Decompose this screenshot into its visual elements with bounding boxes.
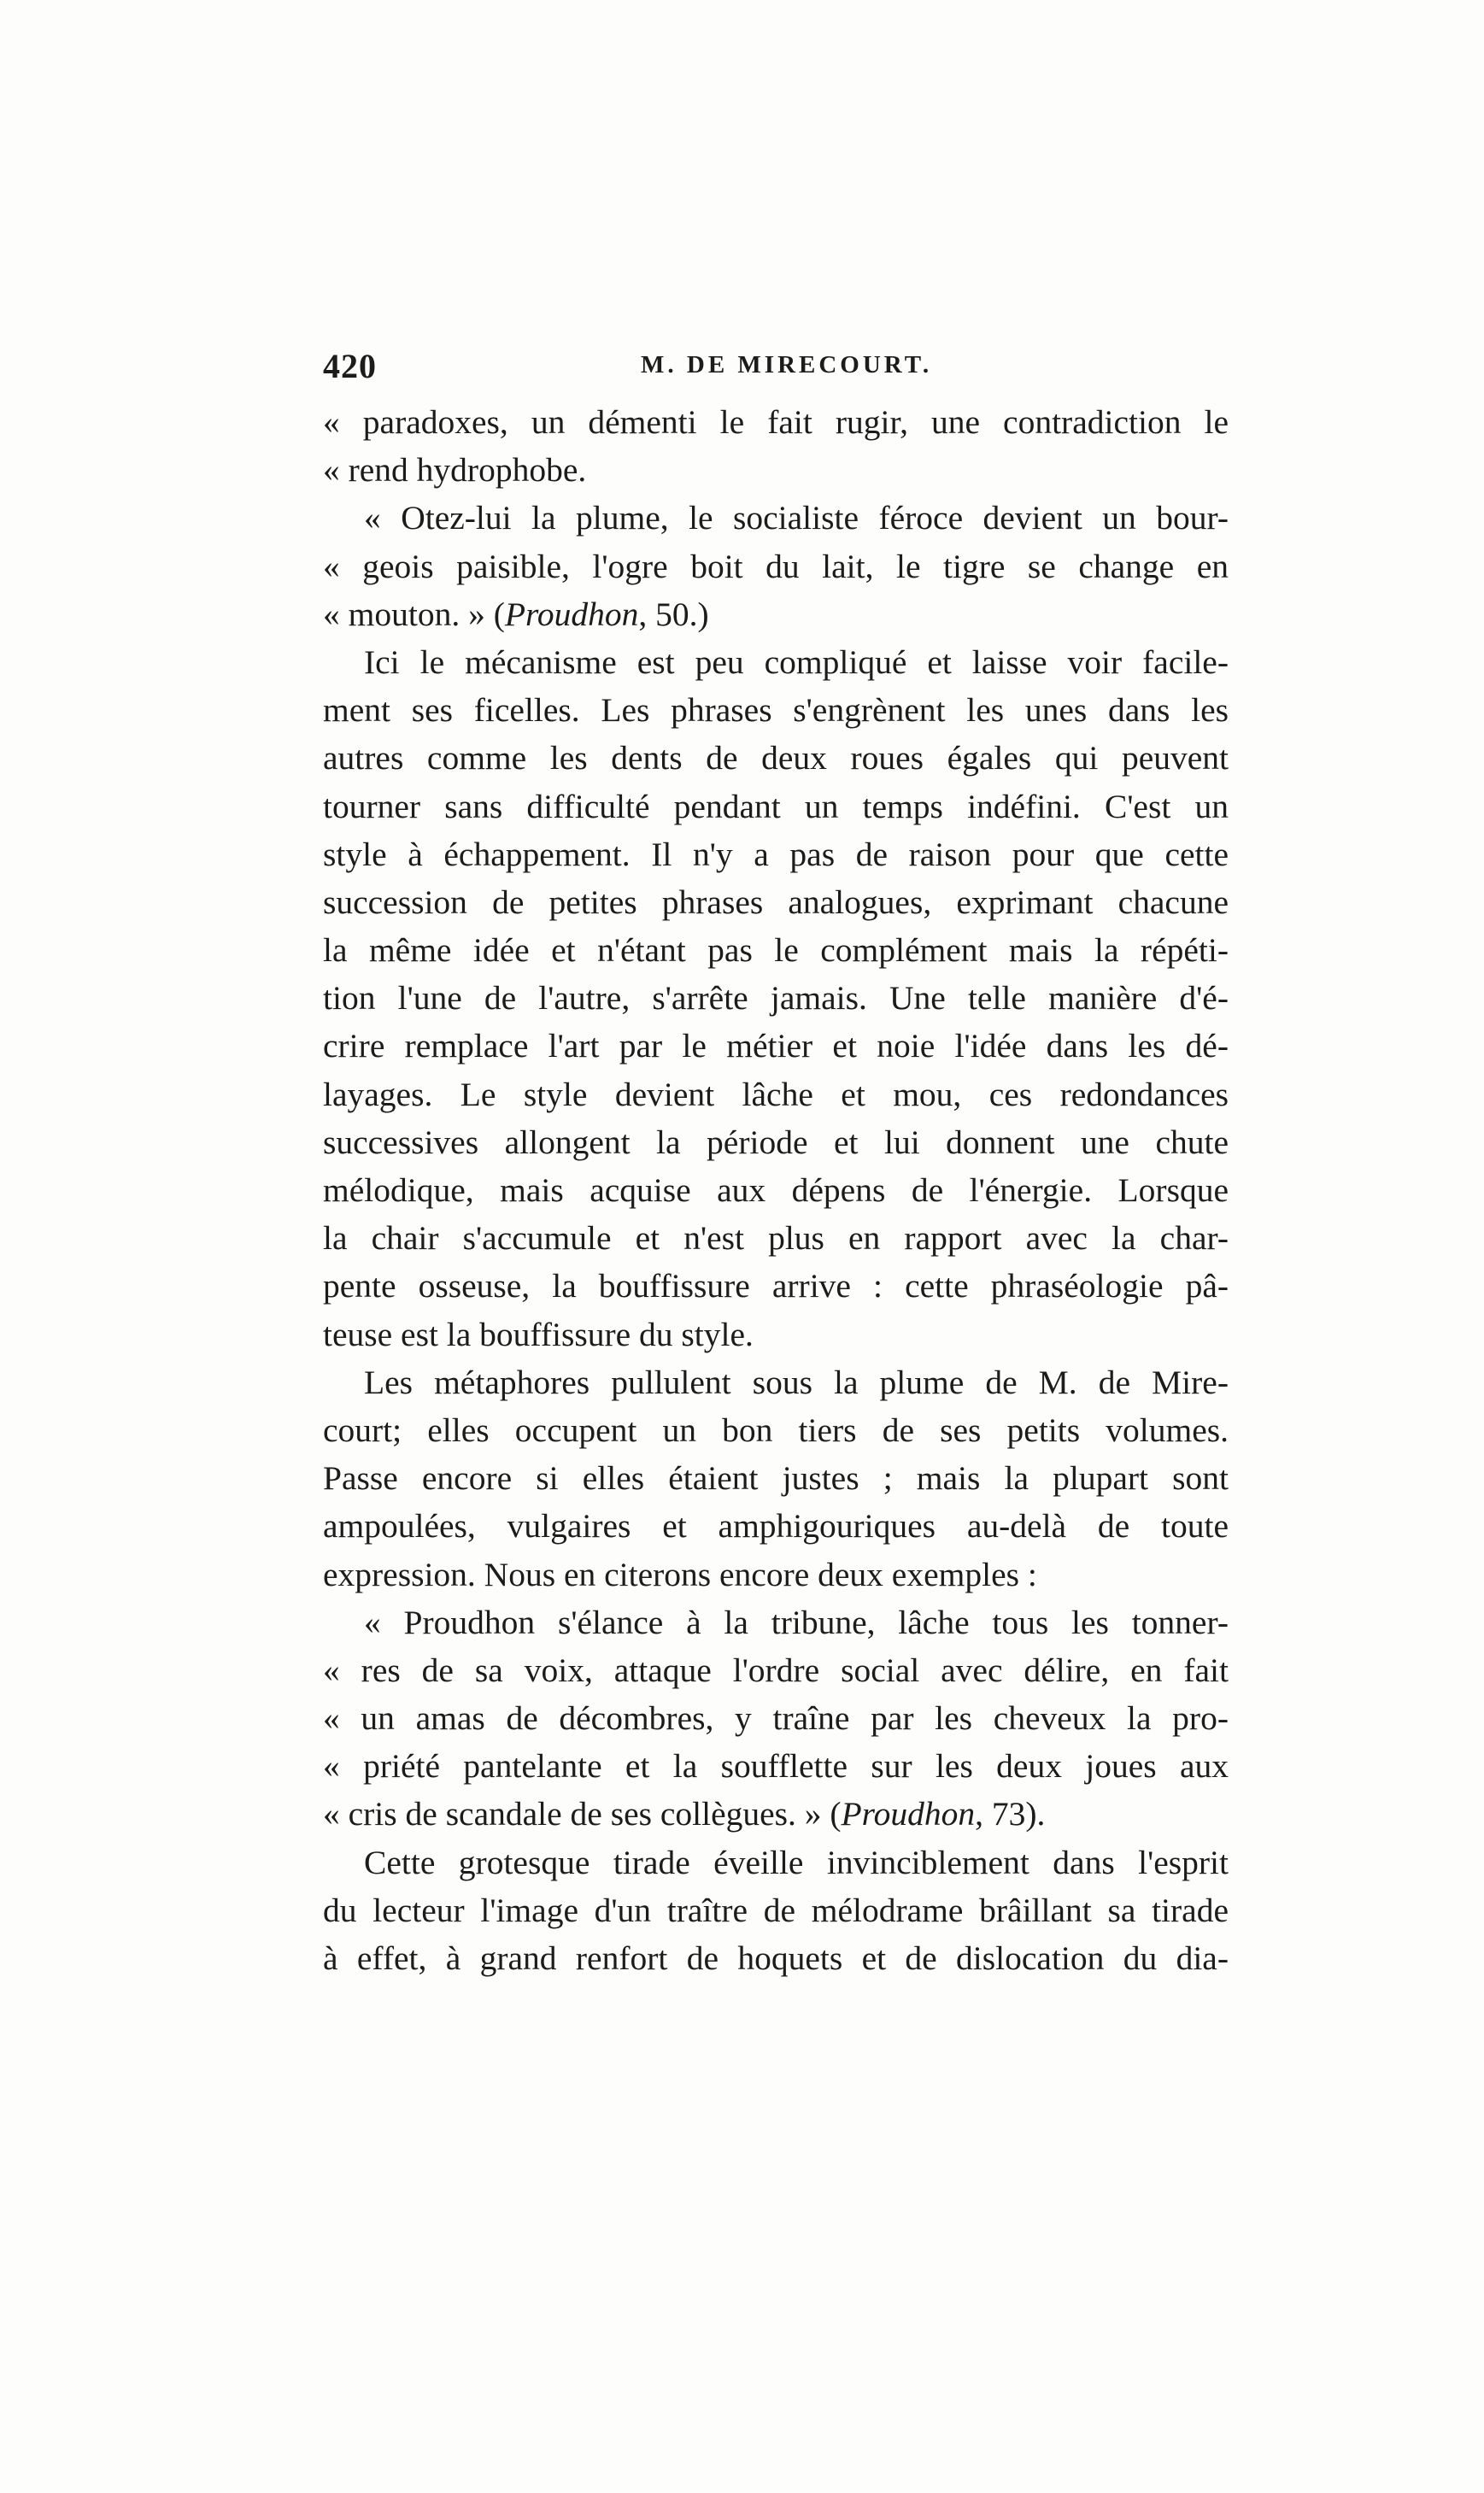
text-line: style à échappement. Il n'y a pas de raison pour que cette xyxy=(323,835,1229,873)
text-line: la chair s'accumule et n'est plus en rapport avec la char- xyxy=(323,1219,1229,1258)
text-line: « priété pantelante et la soufflette sur les deux joues aux xyxy=(323,1747,1229,1786)
text-line: tourner sans difficulté pendant un temps indéfini. C'est un xyxy=(323,787,1229,825)
text-line: à effet, à grand renfort de hoquets et de dislocation du dia- xyxy=(323,1939,1229,1977)
text-line: Cette grotesque tirade éveille invinciblement dans l'esprit xyxy=(364,1843,1229,1881)
text-line: layages. Le style devient lâche et mou, ces redondances xyxy=(323,1075,1229,1113)
running-title: M. DE MIRECOURT. xyxy=(641,351,933,378)
text-line: pente osseuse, la bouffissure arrive : cette phraséologie pâ- xyxy=(323,1267,1229,1305)
text-line: « geois paisible, l'ogre boit du lait, le tigre se change en xyxy=(323,547,1229,585)
text-line: autres comme les dents de deux roues égales qui peuvent xyxy=(323,739,1229,777)
text-line: tion l'une de l'autre, s'arrête jamais. Une telle manière d'é- xyxy=(323,979,1229,1018)
text-line: succession de petites phrases analogues, exprimant chacune xyxy=(323,883,1229,921)
text-line: du lecteur l'image d'un traître de mélodrame brâillant sa tirade xyxy=(323,1891,1229,1929)
text-line: « un amas de décombres, y traîne par les cheveux la pro- xyxy=(323,1699,1229,1738)
text-line: successives allongent la période et lui donnent une chute xyxy=(323,1123,1229,1161)
text-line: mélodique, mais acquise aux dépens de l'énergie. Lorsque xyxy=(323,1171,1229,1209)
text-line: « cris de scandale de ses collègues. » (Proudhon, 73). xyxy=(323,1795,1046,1833)
text-line: teuse est la bouffissure du style. xyxy=(323,1315,754,1353)
text-line: court; elles occupent un bon tiers de ses petits volumes. xyxy=(323,1411,1229,1449)
text-line: la même idée et n'étant pas le complément mais la répéti- xyxy=(323,931,1229,970)
text-line: crire remplace l'art par le métier et noie l'idée dans les dé- xyxy=(323,1027,1229,1065)
text-line: Ici le mécanisme est peu compliqué et laisse voir facile- xyxy=(364,642,1229,681)
body-text xyxy=(323,398,1229,1982)
text-line: Les métaphores pullulent sous la plume de M. de Mire- xyxy=(364,1363,1229,1401)
text-line: « rend hydrophobe. xyxy=(323,451,587,490)
text-line: expression. Nous en citerons encore deux exemples : xyxy=(323,1555,1037,1593)
text-line: « paradoxes, un démenti le fait rugir, une contradiction le xyxy=(323,403,1229,441)
text-line: « mouton. » (Proudhon, 50.) xyxy=(323,595,709,633)
text-line: « Otez-lui la plume, le socialiste féroce devient un bour- xyxy=(364,499,1229,537)
text-line: Passe encore si elles étaient justes ; mais la plupart sont xyxy=(323,1459,1229,1498)
page-header xyxy=(323,346,1229,397)
text-line: « Proudhon s'élance à la tribune, lâche tous les tonner- xyxy=(364,1603,1229,1641)
text-line: ment ses ficelles. Les phrases s'engrènent les unes dans les xyxy=(323,691,1229,730)
text-line: ampoulées, vulgaires et amphigouriques au-delà de toute xyxy=(323,1507,1229,1546)
text-line: « res de sa voix, attaque l'ordre social avec délire, en fait xyxy=(323,1651,1229,1689)
page-number: 420 xyxy=(323,347,377,385)
